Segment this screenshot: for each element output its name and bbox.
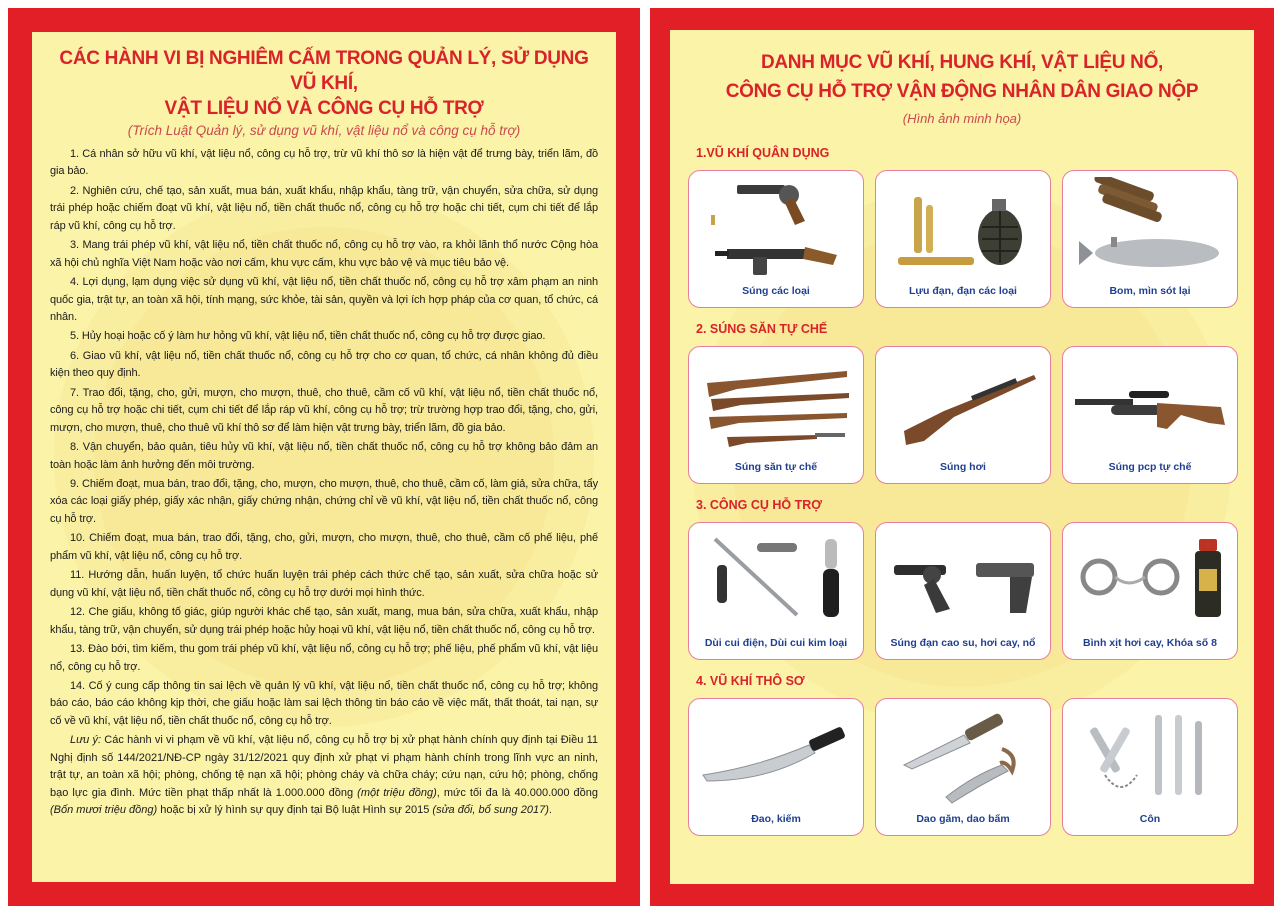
air-rifle-icon bbox=[884, 353, 1042, 455]
clause-item: 13. Đào bới, tìm kiếm, thu gom trái phép vũ khí, vật liệu nổ, công cụ hỗ trợ; phế liệu, phế phẩm vũ khí, vật liệu nổ, công cụ hỗ trợ. bbox=[50, 643, 598, 673]
item-caption: Súng hơi bbox=[940, 461, 986, 473]
item-card bbox=[1062, 698, 1238, 836]
note-text: hoặc bị xử lý hình sự quy định tại Bộ luật Hình sự 2015 bbox=[157, 803, 433, 816]
clause-item: 7. Trao đổi, tặng, cho, gửi, mượn, cho mượn, thuê, cho thuê, cầm cố vũ khí, vật liệu nổ, tiền chất thuốc nổ, công cụ hỗ trợ hoặc chi tiết, cụm chi tiết để lắp ráp vũ khí, công cụ hỗ trợ; trừ trường hợp trao đổi, tặng, cho, gửi, mượn, cho mượn, thuê, cho thuê vũ khí thô sơ để làm hiện vật trưng bày, triển lãm, đồ gia bảo. bbox=[50, 386, 598, 434]
sword-icon bbox=[697, 705, 855, 807]
section-title-homemade-guns: 2. SÚNG SĂN TỰ CHẾ bbox=[696, 322, 828, 336]
item-card bbox=[875, 346, 1051, 484]
clause-item: 12. Che giấu, không tố giác, giúp người khác chế tạo, sản xuất, mang, mua bán, sửa chữa, xuất khẩu, nhập khẩu, tàng trữ, vận chuyển, sử dụng trái phép hoặc hủy hoại vũ khí, vật liệu nổ, tiền chất thuốc nổ, công cụ hỗ trợ. bbox=[50, 606, 598, 636]
prohibited-acts-title bbox=[50, 46, 598, 121]
pcp-rifle-icon bbox=[1071, 353, 1229, 455]
weapons-catalog-title bbox=[684, 48, 1240, 106]
title-line-2: VẬT LIỆU NỔ VÀ CÔNG CỤ HỖ TRỢ bbox=[164, 98, 484, 119]
revolver-icon bbox=[697, 177, 855, 279]
section-cards bbox=[684, 346, 1240, 484]
item-card bbox=[688, 522, 864, 660]
item-caption: Súng đạn cao su, hơi cay, nổ bbox=[890, 637, 1036, 649]
clause-item: 6. Giao vũ khí, vật liệu nổ, tiền chất thuốc nổ, công cụ hỗ trợ cho cơ quan, tổ chức, cá nhân không đủ điều kiện theo quy định. bbox=[50, 349, 598, 380]
item-caption: Côn bbox=[1139, 813, 1161, 825]
item-caption: Dùi cui điện, Dùi cui kim loại bbox=[704, 637, 848, 649]
dagger-icon bbox=[884, 705, 1042, 807]
left-panel-paper bbox=[32, 32, 616, 882]
item-card bbox=[1062, 170, 1238, 308]
clause-item: 4. Lợi dụng, lạm dụng việc sử dụng vũ khí, vật liệu nổ, tiền chất thuốc nổ, công cụ hỗ trợ xâm phạm an ninh quốc gia, trật tự, an toàn xã hội, tính mạng, sức khỏe, tài sản, quyền và lợi ích hợp pháp của cơ quan, tổ chức, cá nhân. bbox=[50, 276, 598, 323]
item-caption: Dao găm, dao bấm bbox=[916, 813, 1010, 825]
note-text: (một triệu đồng) bbox=[357, 786, 437, 799]
item-card bbox=[875, 170, 1051, 308]
clause-item: 3. Mang trái phép vũ khí, vật liệu nổ, tiền chất thuốc nổ, công cụ hỗ trợ vào, ra khỏi lãnh thổ nước Cộng hòa xã hội chủ nghĩa Việt Nam hoặc vào nơi cấm, khu vực cấm, khu vực bảo vệ và mục tiêu bảo vệ. bbox=[50, 239, 598, 269]
penalty-note bbox=[50, 732, 598, 819]
weapons-catalog-subtitle: (Hình ảnh minh họa) bbox=[902, 111, 1022, 126]
section-title-support-tools: 3. CÔNG CỤ HỖ TRỢ bbox=[696, 498, 822, 512]
musket-icon bbox=[697, 353, 855, 455]
note-text: , mức tối đa là 40.000.000 đồng bbox=[436, 786, 599, 799]
section-cards bbox=[684, 522, 1240, 660]
clause-item: 9. Chiếm đoạt, mua bán, trao đổi, tặng, cho, mượn, cho mượn, thuê, cho thuê, cầm cố, làm giả, sửa chữa, tẩy xóa các loại giấy phép, giấy xác nhận, giấy chứng nhận, chứng chỉ về vũ khí, vật liệu nổ, tiền chất thuốc nổ, công cụ hỗ trợ. bbox=[50, 478, 598, 525]
item-caption: Súng săn tự chế bbox=[734, 461, 818, 473]
item-caption: Súng pcp tự chế bbox=[1108, 461, 1192, 473]
section-cards bbox=[684, 170, 1240, 308]
prohibited-acts-subtitle: (Trích Luật Quản lý, sử dụng vũ khí, vật liệu nổ và công cụ hỗ trợ) bbox=[127, 123, 521, 138]
clause-item: 14. Cố ý cung cấp thông tin sai lệch về quản lý vũ khí, vật liệu nổ, tiền chất thuốc nổ, công cụ hỗ trợ; không báo cáo, báo cáo không kịp thời, che giấu hoặc làm sai lệch thông tin báo cáo về việc mất, thất thoát, tai nạn, sự cố về vũ khí, vật liệu nổ, tiền chất thuốc nổ, công cụ hỗ trợ. bbox=[50, 680, 598, 727]
note-text: . bbox=[548, 803, 552, 816]
clause-item: 11. Hướng dẫn, huấn luyện, tổ chức huấn luyện trái phép cách thức chế tạo, sản xuất, sửa chữa hoặc sử dụng vũ khí, vật liệu nổ, tiền chất thuốc nổ, công cụ hỗ trợ dưới mọi hình thức. bbox=[50, 569, 598, 599]
clause-item: 1. Cá nhân sở hữu vũ khí, vật liệu nổ, công cụ hỗ trợ, trừ vũ khí thô sơ là hiện vật để trưng bày, triển lãm, đồ gia bảo. bbox=[50, 148, 598, 178]
handcuffs-icon bbox=[1071, 529, 1229, 631]
nunchaku-icon bbox=[1071, 705, 1229, 807]
right-panel-paper bbox=[670, 30, 1254, 884]
clause-item: 8. Vận chuyển, bảo quản, tiêu hủy vũ khí, vật liệu nổ, tiền chất thuốc nổ, công cụ hỗ trợ không bảo đảm an toàn hoặc làm ảnh hưởng đến môi trường. bbox=[50, 441, 598, 471]
note-text: Các hành vi vi phạm về vũ khí, vật liệu nổ, công cụ hỗ trợ bị xử phạt hành chính quy định tại Điều 11 Nghị định số 144/2021/NĐ-CP ngày 31/12/2021 quy định xử phạt vi phạm hành chính trong lĩnh vực an ninh, trật tự, an toàn xã hội; phòng, chống tệ nạn xã hội; phòng cháy và chữa cháy; cứu nạn, cứu hộ; phòng, chống bạo lực gia đình. Mức tiền phạt thấp nhất là 1.000.000 đồng bbox=[50, 734, 598, 799]
left-panel bbox=[8, 8, 640, 906]
clause-item: 5. Hủy hoại hoặc cố ý làm hư hỏng vũ khí, vật liệu nổ, tiền chất thuốc nổ, công cụ hỗ trợ được giao. bbox=[70, 330, 546, 343]
item-card bbox=[875, 698, 1051, 836]
item-card bbox=[1062, 346, 1238, 484]
item-caption: Súng các loại bbox=[742, 285, 810, 297]
item-card bbox=[688, 698, 864, 836]
pistol-icon bbox=[884, 529, 1042, 631]
baton-icon bbox=[697, 529, 855, 631]
item-caption: Lựu đạn, đạn các loại bbox=[909, 285, 1017, 297]
item-card bbox=[688, 170, 864, 308]
section-title-military-weapons: 1.VŨ KHÍ QUÂN DỤNG bbox=[696, 146, 830, 160]
bomb-icon bbox=[1071, 177, 1229, 279]
clause-list bbox=[50, 146, 598, 730]
item-caption: Đao, kiếm bbox=[751, 813, 801, 825]
note-label: Lưu ý: bbox=[70, 734, 102, 747]
clause-item: 2. Nghiên cứu, chế tạo, sản xuất, mua bán, xuất khẩu, nhập khẩu, tàng trữ, vận chuyển, sửa chữa, sử dụng trái phép hoặc chiếm đoạt vũ khí, vật liệu nổ, tiền chất thuốc nổ, công cụ hỗ trợ hoặc chi tiết, cụm chi tiết để lắp ráp vũ khí, công cụ hỗ trợ. bbox=[50, 184, 598, 232]
item-caption: Bình xịt hơi cay, Khóa số 8 bbox=[1083, 637, 1217, 649]
item-card bbox=[1062, 522, 1238, 660]
grenade-icon bbox=[884, 177, 1042, 279]
title-line-1: DANH MỤC VŨ KHÍ, HUNG KHÍ, VẬT LIỆU NỔ, bbox=[760, 52, 1164, 73]
section-title-primitive-weapons: 4. VŨ KHÍ THÔ SƠ bbox=[696, 674, 805, 688]
item-card bbox=[688, 346, 864, 484]
section-cards bbox=[684, 698, 1240, 836]
item-card bbox=[875, 522, 1051, 660]
clause-item: 10. Chiếm đoạt, mua bán, trao đổi, tặng, cho, gửi, mượn, cho mượn, thuê, cho thuê, cầm cố phế liệu, phế phẩm vũ khí, vật liệu nổ, công cụ hỗ trợ. bbox=[50, 532, 598, 562]
right-panel bbox=[650, 8, 1274, 906]
note-text: (Bốn mươi triệu đồng) bbox=[50, 803, 158, 816]
title-line-1: CÁC HÀNH VI BỊ NGHIÊM CẤM TRONG QUẢN LÝ, SỬ DỤNG VŨ KHÍ, bbox=[59, 48, 589, 94]
note-text: (sửa đổi, bổ sung 2017) bbox=[432, 803, 549, 816]
title-line-2: CÔNG CỤ HỖ TRỢ VẬN ĐỘNG NHÂN DÂN GIAO NỘP bbox=[725, 81, 1199, 102]
item-caption: Bom, mìn sót lại bbox=[1109, 285, 1191, 297]
